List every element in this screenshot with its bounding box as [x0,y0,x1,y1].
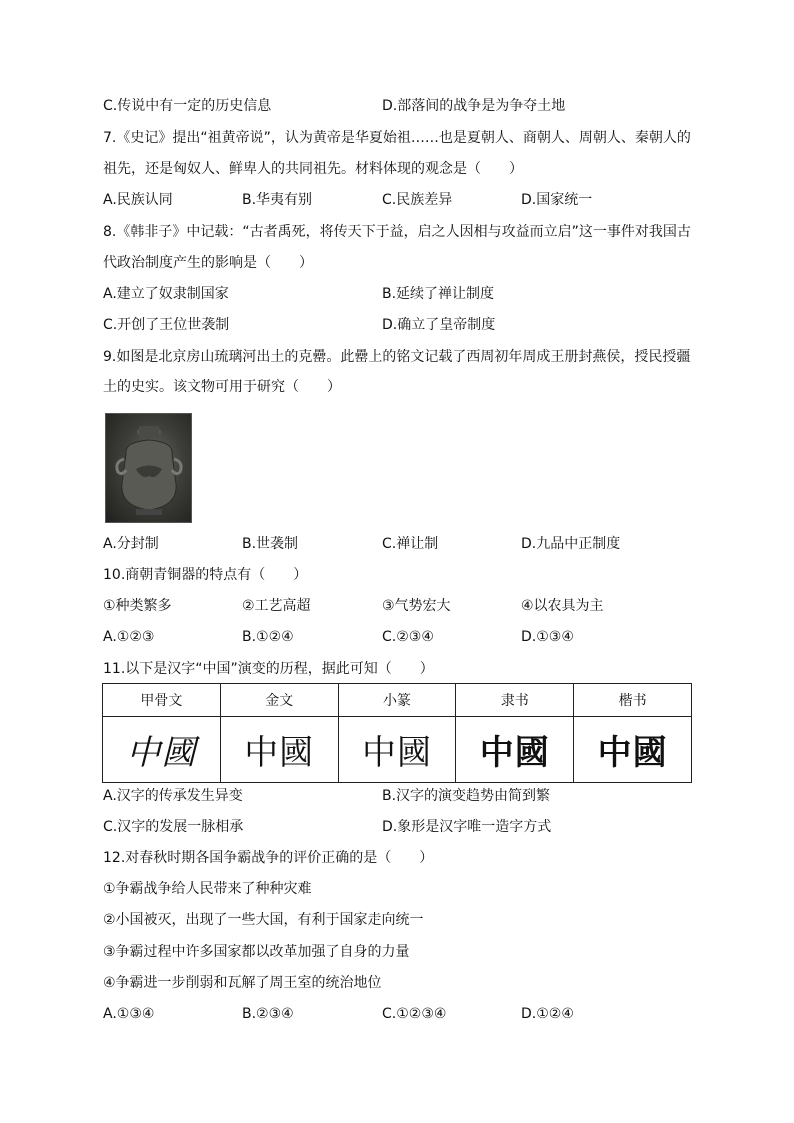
option-a: A.分封制 [103,536,159,552]
option-c: C.开创了王位世袭制 [103,317,230,333]
statement-3: ③争霸过程中许多国家都以改革加强了自身的力量 [103,944,410,960]
option-d: D.象形是汉字唯一造字方式 [382,819,552,835]
option-6d: D.部落间的战争是为争夺土地 [382,98,566,114]
option-a: A.①②③ [103,629,155,645]
glyph-clerical: 中國 [456,717,574,783]
vessel-image [106,414,191,522]
glyph-regular: 中國 [574,717,692,783]
script-evolution-table [102,683,692,783]
statement-2: ②工艺高超 [242,598,311,614]
question-stem: 10.商朝青铜器的特点有（ ） [103,567,308,583]
option-b: B.延续了禅让制度 [382,286,495,302]
header-cell: 小篆 [338,684,456,717]
statement-1: ①种类繁多 [103,598,172,614]
option-d: D.①②④ [521,1006,574,1022]
option-b: B.汉字的演变趋势由简到繁 [382,788,551,804]
question-stem: 12.对春秋时期各国争霸战争的评价正确的是（ ） [103,850,434,866]
option-c: C.民族差异 [382,192,453,208]
question-stem: 8.《韩非子》中记载：“古者禹死，将传天下于益，启之人因相与攻益而立启”这一事件对我国古 [103,224,691,240]
statement-2: ②小国被灭，出现了一些大国，有利于国家走向统一 [103,912,424,928]
statement-4: ④争霸进一步削弱和瓦解了周王室的统治地位 [103,975,382,991]
option-a: A.民族认同 [103,192,173,208]
option-6c: C.传说中有一定的历史信息 [103,98,272,114]
question-stem: 代政治制度产生的影响是（ ） [103,255,313,271]
header-cell: 隶书 [456,684,574,717]
question-stem: 祖先，还是匈奴人、鲜卑人的共同祖先。材料体现的观念是（ ） [103,161,523,177]
table-row [103,717,692,783]
option-d: D.确立了皇帝制度 [382,317,496,333]
question-stem: 土的史实。该文物可用于研究（ ） [103,379,341,395]
option-b: B.①②④ [242,629,294,645]
question-stem: 11.以下是汉字“中国”演变的历程，据此可知（ ） [103,661,434,677]
glyph-oracle-bone: 中國 [103,717,221,783]
bronze-vessel-photo [105,413,192,523]
option-b: B.世袭制 [242,536,299,552]
glyph-bronze: 中國 [220,717,338,783]
option-d: D.国家统一 [521,192,593,208]
statement-4: ④以农具为主 [521,598,604,614]
option-d: D.①③④ [521,629,574,645]
option-a: A.汉字的传承发生异变 [103,788,243,804]
glyph-seal: 中國 [338,717,456,783]
option-c: C.汉字的发展一脉相承 [103,819,244,835]
question-stem: 7.《史记》提出“祖黄帝说”，认为黄帝是华夏始祖……也是夏朝人、商朝人、周朝人、秦朝人的 [103,130,691,146]
option-d: D.九品中正制度 [521,536,621,552]
statement-3: ③气势宏大 [382,598,451,614]
option-b: B.②③④ [242,1006,294,1022]
header-cell: 甲骨文 [103,684,221,717]
header-cell: 楷书 [574,684,692,717]
option-c: C.①②③④ [382,1006,447,1022]
option-a: A.①③④ [103,1006,155,1022]
table-header-row [103,684,692,717]
option-c: C.禅让制 [382,536,439,552]
header-cell: 金文 [220,684,338,717]
question-stem: 9.如图是北京房山琉璃河出土的克罍。此罍上的铭文记载了西周初年周成王册封燕侯，授民授疆 [103,349,691,365]
option-c: C.②③④ [382,629,434,645]
statement-1: ①争霸战争给人民带来了种种灾难 [103,881,312,897]
option-b: B.华夷有别 [242,192,313,208]
option-a: A.建立了奴隶制国家 [103,286,229,302]
